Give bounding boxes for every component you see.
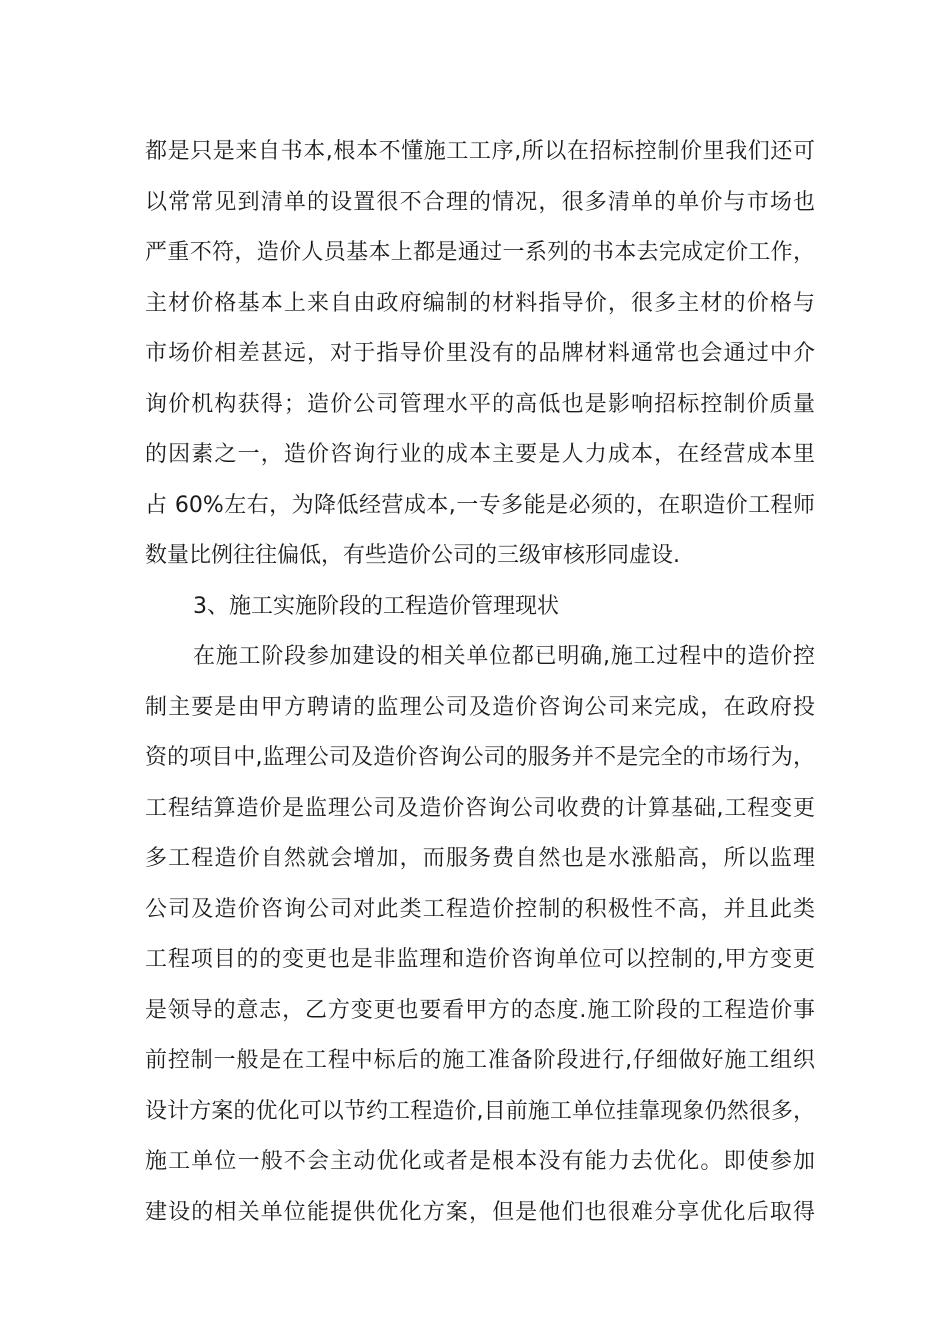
text-line-16: 公司及造价咨询公司对此类工程造价控制的积极性不高，并且此类 <box>145 896 815 922</box>
text-line-11: 在施工阶段参加建设的相关单位都已明确,施工过程中的造价控 <box>193 644 815 669</box>
text-line-8: 占 60%左右，为降低经营成本,一专多能是必须的，在职造价工程师 <box>145 492 815 518</box>
section-heading: 3、施工实施阶段的工程造价管理现状 <box>193 593 559 619</box>
text-line-17: 工程项目的的变更也是非监理和造价咨询单位可以控制的,甲方变更 <box>145 947 815 972</box>
text-line-22: 建设的相关单位能提供优化方案，但是他们也很难分享优化后取得 <box>145 1199 815 1225</box>
text-line-6: 询价机构获得；造价公司管理水平的高低也是影响招标控制价质量 <box>145 391 815 417</box>
text-line-14: 工程结算造价是监理公司及造价咨询公司收费的计算基础,工程变更 <box>145 795 815 821</box>
text-line-18: 是领导的意志，乙方变更也要看甲方的态度.施工阶段的工程造价事 <box>145 997 815 1023</box>
text-line-7: 的因素之一，造价咨询行业的成本主要是人力成本，在经营成本里 <box>145 442 815 467</box>
text-line-9: 数量比例往往偏低，有些造价公司的三级审核形同虚设. <box>145 543 680 568</box>
text-line-4: 主材价格基本上来自由政府编制的材料指导价，很多主材的价格与 <box>145 290 815 316</box>
text-line-13: 资的项目中,监理公司及造价咨询公司的服务并不是完全的市场行为， <box>145 745 815 770</box>
text-line-15: 多工程造价自然就会增加，而服务费自然也是水涨船高，所以监理 <box>145 846 815 871</box>
text-line-5: 市场价相差甚远，对于指导价里没有的品牌材料通常也会通过中介 <box>145 341 815 366</box>
text-line-12: 制主要是由甲方聘请的监理公司及造价咨询公司来完成，在政府投 <box>145 694 815 720</box>
text-line-21: 施工单位一般不会主动优化或者是根本没有能力去优化。即使参加 <box>145 1149 815 1174</box>
text-line-2: 以常常见到清单的设置很不合理的情况，很多清单的单价与市场也 <box>145 189 815 215</box>
text-line-1: 都是只是来自书本,根本不懂施工工序,所以在招标控制价里我们还可 <box>145 139 815 164</box>
text-line-3: 严重不符，造价人员基本上都是通过一系列的书本去完成定价工作， <box>145 240 815 265</box>
text-line-19: 前控制一般是在工程中标后的施工准备阶段进行,仔细做好施工组织 <box>145 1048 815 1073</box>
text-line-20: 设计方案的优化可以节约工程造价,目前施工单位挂靠现象仍然很多， <box>145 1098 815 1124</box>
body-text <box>145 130 815 1241</box>
